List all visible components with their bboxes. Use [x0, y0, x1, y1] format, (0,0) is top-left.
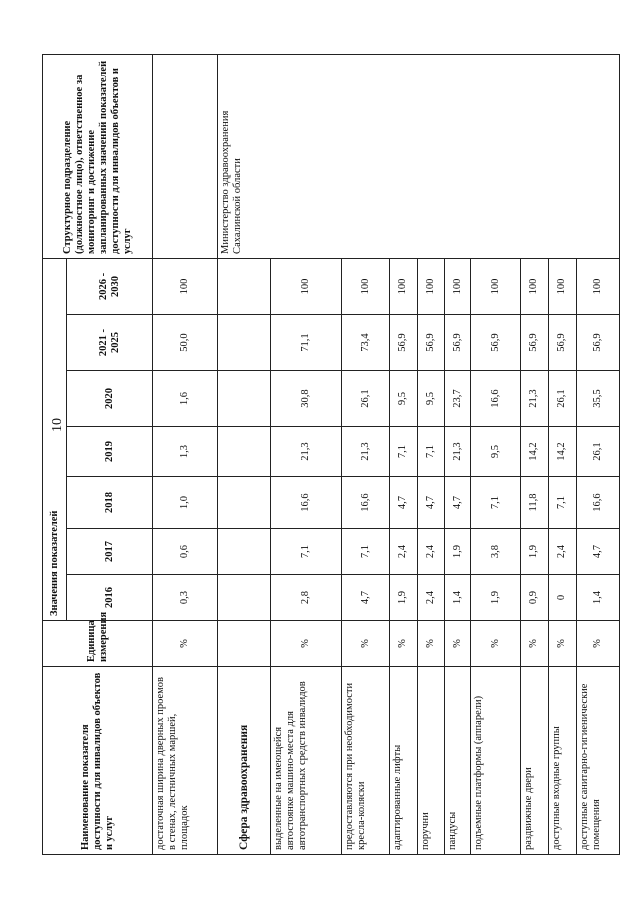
- header-year: 2021 - 2025: [67, 315, 153, 371]
- row-value: 21,3: [271, 427, 342, 477]
- row-unit: %: [417, 621, 444, 667]
- rotated-table-container: [42, 55, 620, 855]
- row-value: 100: [576, 258, 619, 314]
- header-year: 2019: [67, 427, 153, 477]
- row-value: 0,9: [520, 575, 548, 621]
- row-value: 1,9: [444, 529, 471, 575]
- row-name: подъемные платформы (аппарели): [471, 667, 520, 855]
- row-value: 1,9: [471, 575, 520, 621]
- row-value: 0,6: [153, 529, 218, 575]
- header-year: 2020: [67, 371, 153, 427]
- header-name: Наименование показателя доступности для инвалидов объектов и услуг: [43, 667, 153, 855]
- row-value: 7,1: [548, 477, 576, 529]
- row-value: 26,1: [576, 427, 619, 477]
- row-value: [217, 529, 271, 575]
- row-name: выделенные на имеющейся автостоянке машино-места для автотранспортных средств инвалидов: [271, 667, 342, 855]
- row-value: 56,9: [389, 315, 417, 371]
- row-value: 1,9: [389, 575, 417, 621]
- row-name: предоставляются при необходимости кресла-коляски: [342, 667, 389, 855]
- header-year: 2026 - 2030: [67, 258, 153, 314]
- row-value: [217, 315, 271, 371]
- table-row: [153, 54, 218, 854]
- row-value: 56,9: [548, 315, 576, 371]
- row-value: 1,0: [153, 477, 218, 529]
- row-value: 9,5: [389, 371, 417, 427]
- row-value: 100: [520, 258, 548, 314]
- header-year: 2017: [67, 529, 153, 575]
- row-value: 1,3: [153, 427, 218, 477]
- row-value: 26,1: [548, 371, 576, 427]
- page-number: 10: [50, 418, 65, 432]
- row-unit: %: [153, 621, 218, 667]
- row-value: 1,6: [153, 371, 218, 427]
- row-value: 9,5: [471, 427, 520, 477]
- row-value: 3,8: [471, 529, 520, 575]
- header-values: Значения показателей: [43, 258, 67, 620]
- row-value: [217, 258, 271, 314]
- row-unit: %: [271, 621, 342, 667]
- header-year: 2018: [67, 477, 153, 529]
- row-value: 56,9: [444, 315, 471, 371]
- row-value: 73,4: [342, 315, 389, 371]
- row-value: [217, 371, 271, 427]
- row-value: 2,4: [389, 529, 417, 575]
- row-value: 16,6: [576, 477, 619, 529]
- table-row-group: [217, 54, 271, 854]
- row-value: 100: [342, 258, 389, 314]
- row-value: 16,6: [471, 371, 520, 427]
- row-value: [217, 427, 271, 477]
- row-value: 23,7: [444, 371, 471, 427]
- row-value: 7,1: [417, 427, 444, 477]
- row-name: достаточная ширина дверных проемов в стенах, лестничных маршей, площадок: [153, 667, 218, 855]
- row-value: 30,8: [271, 371, 342, 427]
- row-unit: [217, 621, 271, 667]
- row-value: 7,1: [271, 529, 342, 575]
- row-value: 100: [417, 258, 444, 314]
- row-value: 2,8: [271, 575, 342, 621]
- row-value: 56,9: [417, 315, 444, 371]
- row-value: 56,9: [520, 315, 548, 371]
- row-unit: %: [389, 621, 417, 667]
- group-name: Сфера здравоохранения: [217, 667, 271, 855]
- row-unit: %: [548, 621, 576, 667]
- row-unit: %: [471, 621, 520, 667]
- row-value: 16,6: [342, 477, 389, 529]
- row-value: 9,5: [417, 371, 444, 427]
- row-value: 100: [471, 258, 520, 314]
- row-value: 26,1: [342, 371, 389, 427]
- row-value: 14,2: [548, 427, 576, 477]
- row-value: 100: [548, 258, 576, 314]
- row-value: 16,6: [271, 477, 342, 529]
- header-unit: Единица измерения: [43, 621, 153, 667]
- row-value: 4,7: [417, 477, 444, 529]
- row-value: 1,4: [576, 575, 619, 621]
- row-value: 100: [444, 258, 471, 314]
- row-value: 4,7: [444, 477, 471, 529]
- row-value: [217, 575, 271, 621]
- row-value: 7,1: [471, 477, 520, 529]
- row-value: [217, 477, 271, 529]
- row-value: 14,2: [520, 427, 548, 477]
- row-value: 100: [153, 258, 218, 314]
- row-unit: %: [444, 621, 471, 667]
- row-value: 2,4: [417, 575, 444, 621]
- row-value: 2,4: [417, 529, 444, 575]
- row-name: доступные входные группы: [548, 667, 576, 855]
- row-value: 11,8: [520, 477, 548, 529]
- row-value: 1,9: [520, 529, 548, 575]
- row-name: пандусы: [444, 667, 471, 855]
- row-value: 56,9: [576, 315, 619, 371]
- row-name: доступные санитарно-гигиенические помещения: [576, 667, 619, 855]
- row-value: 21,3: [444, 427, 471, 477]
- row-name: поручни: [417, 667, 444, 855]
- row-value: 4,7: [389, 477, 417, 529]
- header-responsible: Структурное подразделение (должностное лицо), ответственное за мониторинг и достижение запланированных значений показателей доступности для инвалидов объектов и услуг: [43, 54, 153, 258]
- row-value: 2,4: [548, 529, 576, 575]
- responsible-department: Министерство здравоохранения Сахалинской области: [217, 54, 619, 258]
- row-value: 50,0: [153, 315, 218, 371]
- indicators-table: [42, 54, 620, 855]
- row-value: 1,4: [444, 575, 471, 621]
- row-value: 4,7: [342, 575, 389, 621]
- row-value: 71,1: [271, 315, 342, 371]
- row-value: 100: [271, 258, 342, 314]
- row-unit: %: [342, 621, 389, 667]
- row-value: 4,7: [576, 529, 619, 575]
- row-unit: %: [520, 621, 548, 667]
- row-value: 21,3: [520, 371, 548, 427]
- row-value: 0,3: [153, 575, 218, 621]
- row-value: 0: [548, 575, 576, 621]
- row-value: 21,3: [342, 427, 389, 477]
- row-responsible: [153, 54, 218, 258]
- header-year: 2016: [67, 575, 153, 621]
- row-unit: %: [576, 621, 619, 667]
- row-name: адаптированные лифты: [389, 667, 417, 855]
- row-value: 7,1: [342, 529, 389, 575]
- row-value: 35,5: [576, 371, 619, 427]
- row-value: 56,9: [471, 315, 520, 371]
- row-name: раздвижные двери: [520, 667, 548, 855]
- row-value: 7,1: [389, 427, 417, 477]
- row-value: 100: [389, 258, 417, 314]
